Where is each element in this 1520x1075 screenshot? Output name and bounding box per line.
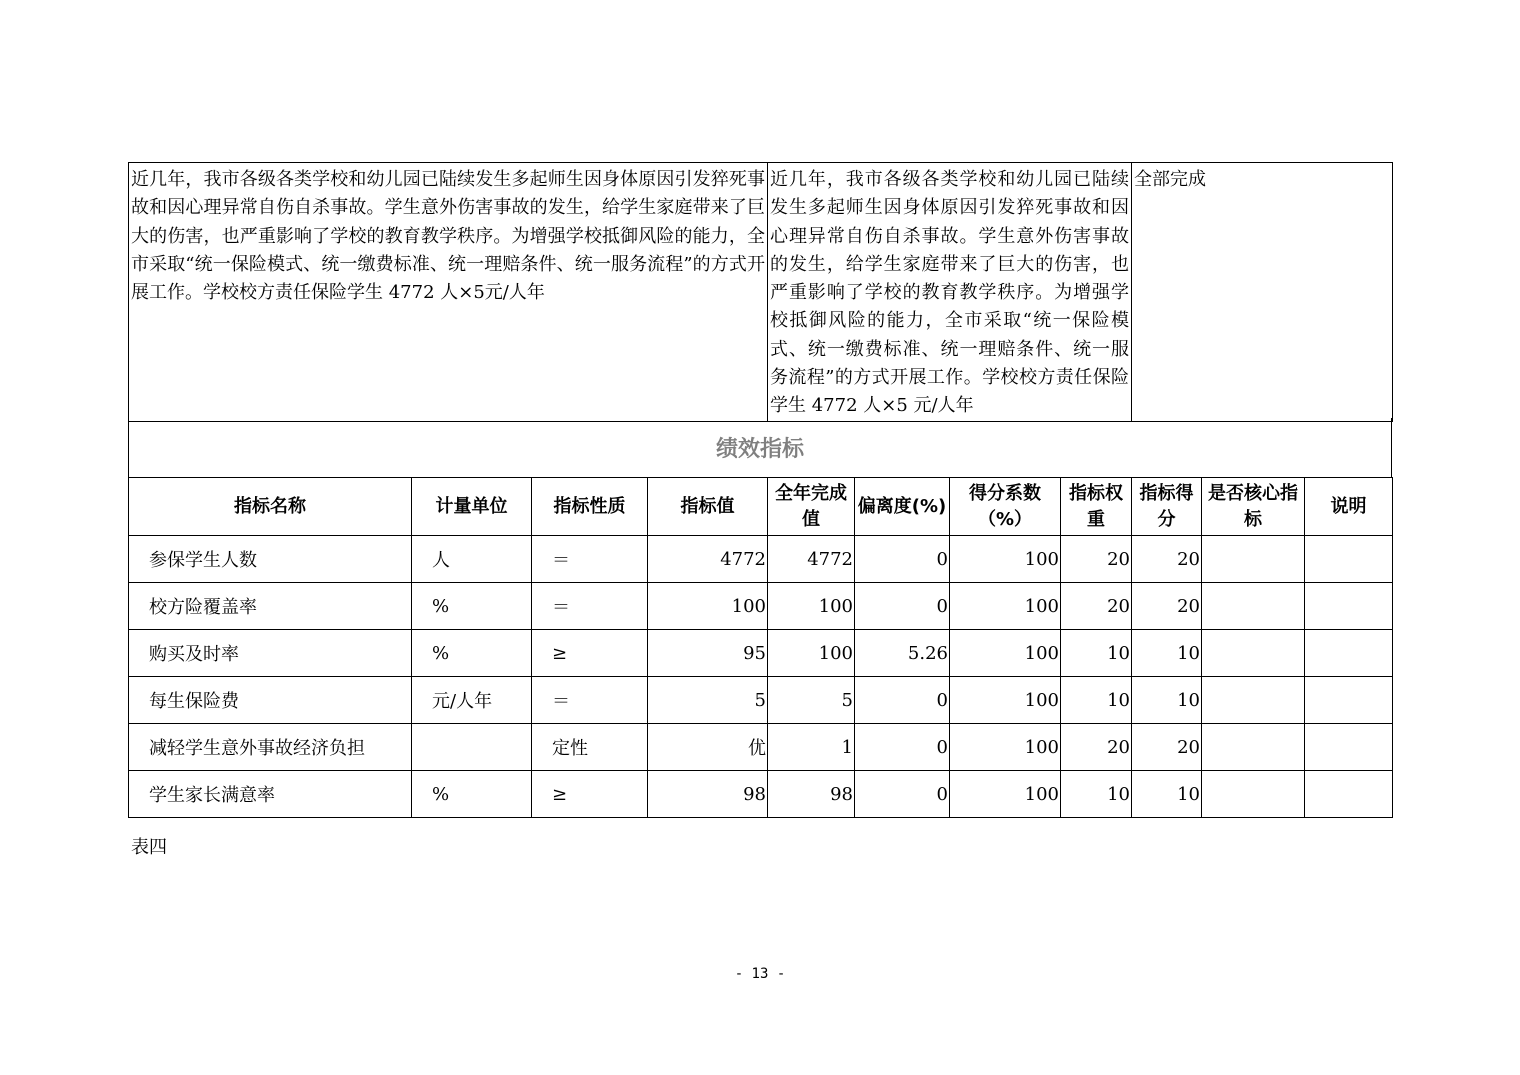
indicator-name-cell: 参保学生人数 [129,536,412,583]
header-unit: 计量单位 [412,478,532,536]
indicator-name-cell: 学生家长满意率 [129,771,412,818]
nature-cell: ＝ [532,677,648,724]
section-title-banner [128,418,1392,477]
actual-value-cell: 100 [768,583,855,630]
deviation-cell: 0 [855,536,950,583]
indicator-name-cell: 购买及时率 [129,630,412,677]
description-row [129,163,1393,422]
table-row [129,724,1393,771]
coefficient-cell: 100 [950,724,1061,771]
score-cell: 10 [1132,630,1202,677]
actual-value-cell: 4772 [768,536,855,583]
completion-description-cell: 近几年，我市各级各类学校和幼儿园已陆续发生多起师生因身体原因引发猝死事故和因心理异常自伤自杀事故。学生意外伤害事故的发生，给学生家庭带来了巨大的伤害，也严重影响了学校的教育教学秩序。为增强学校抵御风险的能力，全市采取“统一保险模式、统一缴费标准、统一理赔条件、统一服务流程”的方式开展工作。学校校方责任保险学生 4772 人×5 元/人年 [768,163,1132,422]
weight-cell: 20 [1061,724,1132,771]
header-core-indicator: 是否核心指标 [1202,478,1305,536]
actual-value-cell: 1 [768,724,855,771]
score-cell: 10 [1132,677,1202,724]
note-cell [1305,630,1393,677]
coefficient-cell: 100 [950,583,1061,630]
table-row [129,630,1393,677]
table-row [129,536,1393,583]
table-row [129,677,1393,724]
header-score-coefficient: 得分系数（%） [950,478,1061,536]
note-cell [1305,771,1393,818]
core-indicator-cell [1202,536,1305,583]
actual-value-cell: 100 [768,630,855,677]
header-weight: 指标权重 [1061,478,1132,536]
target-value-cell: 95 [648,630,768,677]
description-table [128,162,1393,422]
deviation-cell: 0 [855,583,950,630]
nature-cell: ＝ [532,536,648,583]
target-value-cell: 优 [648,724,768,771]
note-cell [1305,583,1393,630]
header-target-value: 指标值 [648,478,768,536]
nature-cell: ＝ [532,583,648,630]
weight-cell: 20 [1061,583,1132,630]
deviation-cell: 0 [855,771,950,818]
core-indicator-cell [1202,630,1305,677]
core-indicator-cell [1202,771,1305,818]
performance-indicator-table [128,477,1393,818]
table-caption: 表四 [131,837,167,858]
weight-cell: 10 [1061,771,1132,818]
coefficient-cell: 100 [950,630,1061,677]
actual-value-cell: 5 [768,677,855,724]
core-indicator-cell [1202,583,1305,630]
core-indicator-cell [1202,677,1305,724]
header-annual-actual: 全年完成值 [768,478,855,536]
core-indicator-cell [1202,724,1305,771]
target-value-cell: 5 [648,677,768,724]
score-cell: 10 [1132,771,1202,818]
target-value-cell: 100 [648,583,768,630]
score-cell: 20 [1132,536,1202,583]
page-number: - 13 - [734,966,786,982]
weight-cell: 10 [1061,677,1132,724]
indicator-name-cell: 每生保险费 [129,677,412,724]
nature-cell: 定性 [532,724,648,771]
weight-cell: 20 [1061,536,1132,583]
nature-cell: ≥ [532,630,648,677]
target-value-cell: 98 [648,771,768,818]
unit-cell: % [412,771,532,818]
actual-value-cell: 98 [768,771,855,818]
deviation-cell: 5.26 [855,630,950,677]
coefficient-cell: 100 [950,771,1061,818]
target-value-cell: 4772 [648,536,768,583]
indicator-name-cell: 校方险覆盖率 [129,583,412,630]
deviation-cell: 0 [855,677,950,724]
nature-cell: ≥ [532,771,648,818]
unit-cell: 元/人年 [412,677,532,724]
section-title: 绩效指标 [715,437,804,462]
score-cell: 20 [1132,583,1202,630]
table-row [129,583,1393,630]
note-cell [1305,536,1393,583]
coefficient-cell: 100 [950,677,1061,724]
note-cell [1305,724,1393,771]
header-indicator-name: 指标名称 [129,478,412,536]
unit-cell: 人 [412,536,532,583]
score-cell: 20 [1132,724,1202,771]
deviation-cell: 0 [855,724,950,771]
header-note: 说明 [1305,478,1393,536]
unit-cell: % [412,630,532,677]
table-row [129,771,1393,818]
header-nature: 指标性质 [532,478,648,536]
unit-cell: % [412,583,532,630]
goal-description-cell: 近几年，我市各级各类学校和幼儿园已陆续发生多起师生因身体原因引发猝死事故和因心理异常自伤自杀事故。学生意外伤害事故的发生，给学生家庭带来了巨大的伤害，也严重影响了学校的教育教学秩序。为增强学校抵御风险的能力，全市采取“统一保险模式、统一缴费标准、统一理赔条件、统一服务流程”的方式开展工作。学校校方责任保险学生 4772 人×5元/人年 [129,163,768,422]
header-row [129,478,1393,536]
indicator-name-cell: 减轻学生意外事故经济负担 [129,724,412,771]
unit-cell [412,724,532,771]
weight-cell: 10 [1061,630,1132,677]
note-cell [1305,677,1393,724]
coefficient-cell: 100 [950,536,1061,583]
header-score: 指标得分 [1132,478,1202,536]
header-deviation: 偏离度(%) [855,478,950,536]
completion-status-cell: 全部完成 [1132,163,1393,422]
